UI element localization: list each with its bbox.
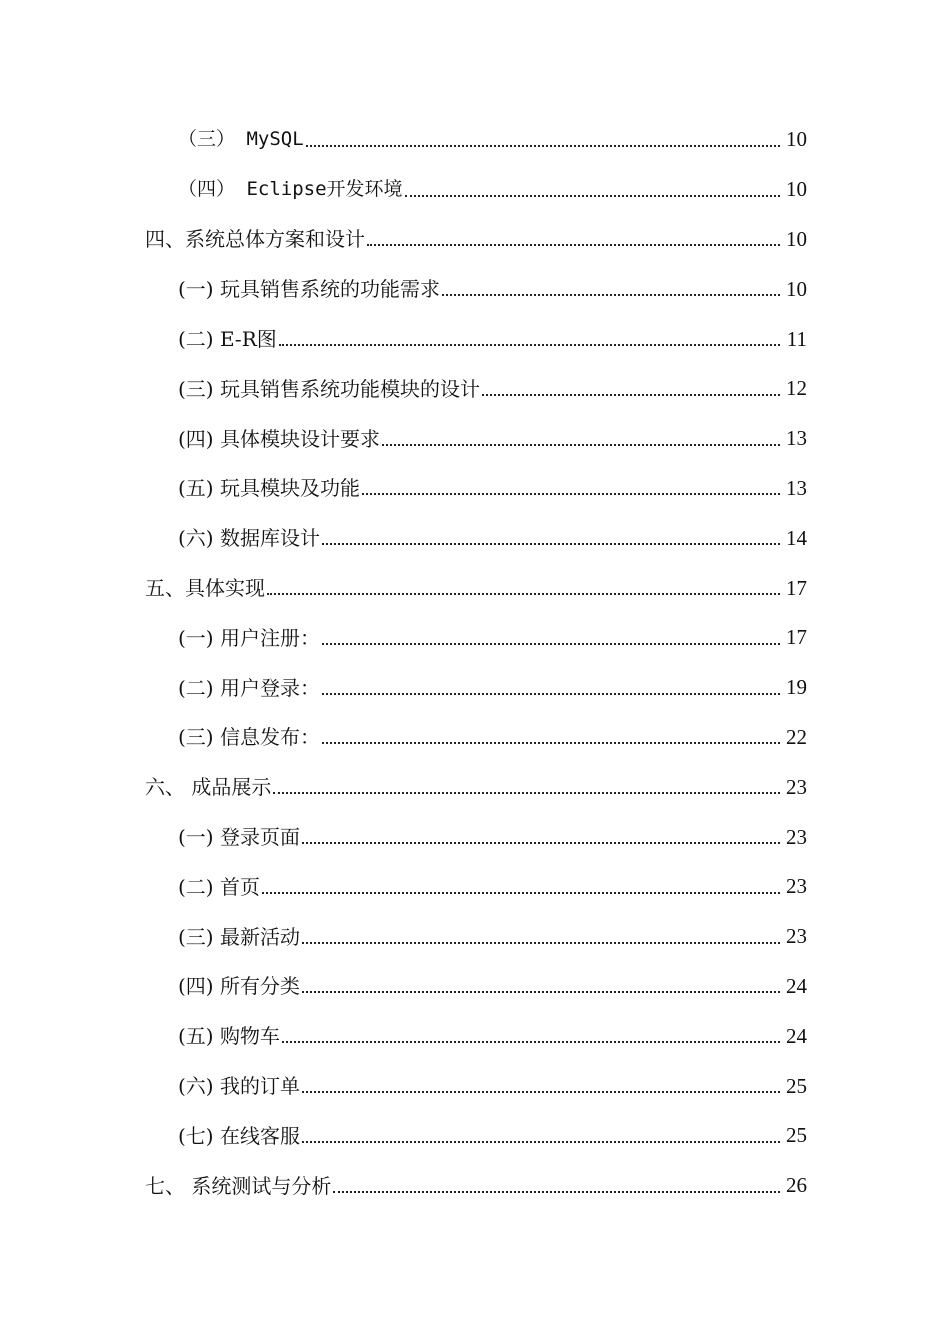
toc-page-number: 13 <box>786 426 807 451</box>
toc-dot-leader <box>306 130 780 150</box>
toc-page-number: 17 <box>786 625 807 650</box>
toc-entry-title: (五) 玩具模块及功能 <box>178 476 360 501</box>
toc-entry-title: (六) 我的订单 <box>178 1074 300 1099</box>
toc-entry-title: (三) 信息发布： <box>178 725 320 750</box>
toc-entry-title: （三） MySQL <box>178 128 304 151</box>
toc-entry[interactable] <box>145 1011 807 1061</box>
toc-entry[interactable] <box>145 364 807 414</box>
toc-dot-leader <box>362 478 780 498</box>
toc-entry[interactable] <box>145 1061 807 1111</box>
toc-dot-leader <box>405 180 780 200</box>
toc-entry-title: （四） Eclipse开发环境 <box>178 178 403 201</box>
toc-entry-title: (二) 用户登录： <box>178 675 320 700</box>
toc-dot-leader <box>322 727 780 747</box>
toc-entry-title: (二) E-R图 <box>178 327 277 352</box>
toc-page-number: 19 <box>786 675 807 700</box>
toc-dot-leader <box>382 429 780 449</box>
toc-entry-title: (四) 具体模块设计要求 <box>178 426 380 451</box>
toc-entry-title: 五、具体实现 <box>145 576 265 601</box>
toc-entry-title: (一) 用户注册： <box>178 625 320 650</box>
toc-entry-title: 七、 系统测试与分析 <box>145 1173 332 1198</box>
toc-entry[interactable] <box>145 912 807 962</box>
toc-entry[interactable] <box>145 613 807 663</box>
toc-page-number: 10 <box>786 226 807 251</box>
toc-dot-leader <box>302 976 780 996</box>
toc-entry-title: (五) 购物车 <box>178 1024 280 1049</box>
toc-page-number: 10 <box>786 177 807 202</box>
toc-dot-leader <box>482 379 780 399</box>
toc-entry[interactable] <box>145 513 807 563</box>
toc-entry-title: (一) 玩具销售系统的功能需求 <box>178 277 440 302</box>
toc-page-number: 25 <box>786 1073 807 1098</box>
toc-entry-title: (二) 首页 <box>178 874 260 899</box>
toc-dot-leader <box>262 877 780 897</box>
table-of-contents <box>145 115 807 1211</box>
toc-entry[interactable] <box>145 165 807 215</box>
toc-page-number: 24 <box>786 1023 807 1048</box>
toc-entry[interactable] <box>145 962 807 1012</box>
toc-entry-title: (一) 登录页面 <box>178 825 300 850</box>
toc-dot-leader <box>302 1126 780 1146</box>
toc-dot-leader <box>302 927 780 947</box>
toc-entry-title: 四、系统总体方案和设计 <box>145 227 365 252</box>
toc-dot-leader <box>367 229 780 249</box>
toc-entry[interactable] <box>145 762 807 812</box>
toc-page-number: 14 <box>786 525 807 550</box>
toc-dot-leader <box>282 1026 780 1046</box>
toc-entry-title: (三) 玩具销售系统功能模块的设计 <box>178 376 480 401</box>
toc-entry[interactable] <box>145 215 807 265</box>
toc-entry[interactable] <box>145 1161 807 1211</box>
toc-entry[interactable] <box>145 264 807 314</box>
toc-dot-leader <box>279 329 780 349</box>
toc-dot-leader <box>302 1076 780 1096</box>
toc-entry[interactable] <box>145 713 807 763</box>
toc-page-number: 24 <box>786 973 807 998</box>
toc-entry[interactable] <box>145 563 807 613</box>
toc-entry[interactable] <box>145 1111 807 1161</box>
toc-page-number: 10 <box>786 276 807 301</box>
toc-entry[interactable] <box>145 314 807 364</box>
toc-page-number: 13 <box>786 475 807 500</box>
toc-entry[interactable] <box>145 663 807 713</box>
toc-page-number: 26 <box>786 1173 807 1198</box>
toc-dot-leader <box>333 1176 780 1196</box>
toc-page-number: 12 <box>786 376 807 401</box>
toc-dot-leader <box>273 777 780 797</box>
toc-page-number: 25 <box>786 1123 807 1148</box>
toc-dot-leader <box>322 528 780 548</box>
toc-page-number: 17 <box>786 575 807 600</box>
toc-dot-leader <box>267 578 780 598</box>
toc-page-number: 22 <box>786 724 807 749</box>
toc-entry-title: (六) 数据库设计 <box>178 526 320 551</box>
toc-dot-leader <box>322 678 780 698</box>
toc-entry-title: (三) 最新活动 <box>178 924 300 949</box>
toc-dot-leader <box>442 279 780 299</box>
toc-entry-title: (七) 在线客服 <box>178 1123 300 1148</box>
toc-entry[interactable] <box>145 812 807 862</box>
toc-page-number: 23 <box>786 774 807 799</box>
toc-entry-title: 六、 成品展示 <box>145 775 272 800</box>
toc-entry[interactable] <box>145 862 807 912</box>
toc-entry-title: (四) 所有分类 <box>178 974 300 999</box>
toc-entry[interactable] <box>145 414 807 464</box>
toc-page-number: 23 <box>786 824 807 849</box>
toc-page-number: 11 <box>786 326 807 351</box>
toc-page-number: 23 <box>786 924 807 949</box>
toc-dot-leader <box>302 827 780 847</box>
toc-page-number: 10 <box>786 127 807 152</box>
toc-entry[interactable] <box>145 464 807 514</box>
toc-entry[interactable] <box>145 115 807 165</box>
toc-dot-leader <box>322 628 780 648</box>
toc-page-number: 23 <box>786 874 807 899</box>
